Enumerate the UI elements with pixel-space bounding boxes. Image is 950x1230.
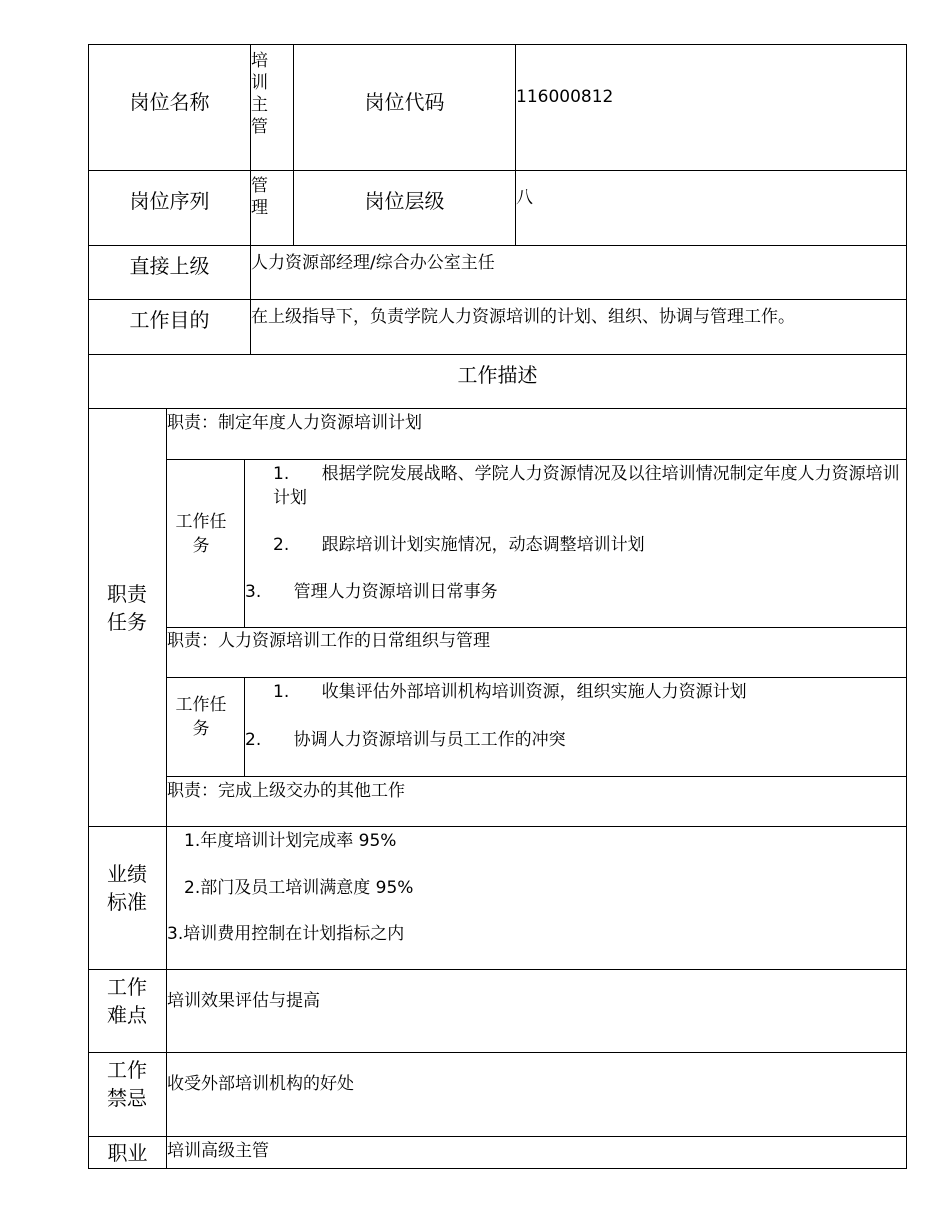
work-purpose-value: 在上级指导下，负责学院人力资源培训的计划、组织、协调与管理工作。 xyxy=(251,307,795,327)
task-item: 2. 协调人力资源培训与员工工作的冲突 xyxy=(245,730,566,750)
task-label: 工作任务 xyxy=(175,512,227,556)
task-item: 3. 管理人力资源培训日常事务 xyxy=(245,582,498,602)
position-name-value: 培训主管 xyxy=(251,51,268,137)
position-code-value: 116000812 xyxy=(516,87,614,107)
career-value: 培训高级主管 xyxy=(167,1141,269,1161)
duties-label: 职责任务 xyxy=(107,582,147,634)
work-description-title: 工作描述 xyxy=(457,363,538,387)
task-item: 2. 跟踪培训计划实施情况，动态调整培训计划 xyxy=(273,535,645,555)
taboo-label: 工作禁忌 xyxy=(107,1058,147,1110)
position-series-label: 岗位序列 xyxy=(129,189,210,213)
position-level-value: 八 xyxy=(516,188,533,208)
direct-superior-value: 人力资源部经理/综合办公室主任 xyxy=(251,253,495,273)
duty-item: 职责：人力资源培训工作的日常组织与管理 xyxy=(167,631,490,651)
difficulty-label: 工作难点 xyxy=(107,975,147,1027)
work-purpose-label: 工作目的 xyxy=(129,308,210,332)
position-series-value: 管理 xyxy=(251,176,268,218)
duty-item: 职责：制定年度人力资源培训计划 xyxy=(167,413,422,433)
taboo-value: 收受外部培训机构的好处 xyxy=(167,1074,354,1094)
task-item: 1. 根据学院发展战略、学院人力资源情况及以往培训情况制定年度人力资源培训计划 xyxy=(273,464,900,508)
duty-item: 职责：完成上级交办的其他工作 xyxy=(167,781,405,801)
direct-superior-label: 直接上级 xyxy=(129,254,210,278)
career-label: 职业 xyxy=(107,1141,148,1165)
performance-item: 2.部门及员工培训满意度 95% xyxy=(184,878,414,898)
position-name-label: 岗位名称 xyxy=(129,90,210,114)
task-item: 1. 收集评估外部培训机构培训资源，组织实施人力资源计划 xyxy=(273,682,747,702)
performance-item: 3.培训费用控制在计划指标之内 xyxy=(167,924,405,944)
position-level-label: 岗位层级 xyxy=(364,189,445,213)
performance-label: 业绩标准 xyxy=(107,862,147,914)
task-label: 工作任务 xyxy=(175,695,227,739)
difficulty-value: 培训效果评估与提高 xyxy=(167,991,320,1011)
performance-item: 1.年度培训计划完成率 95% xyxy=(184,831,397,851)
position-code-label: 岗位代码 xyxy=(364,90,445,114)
